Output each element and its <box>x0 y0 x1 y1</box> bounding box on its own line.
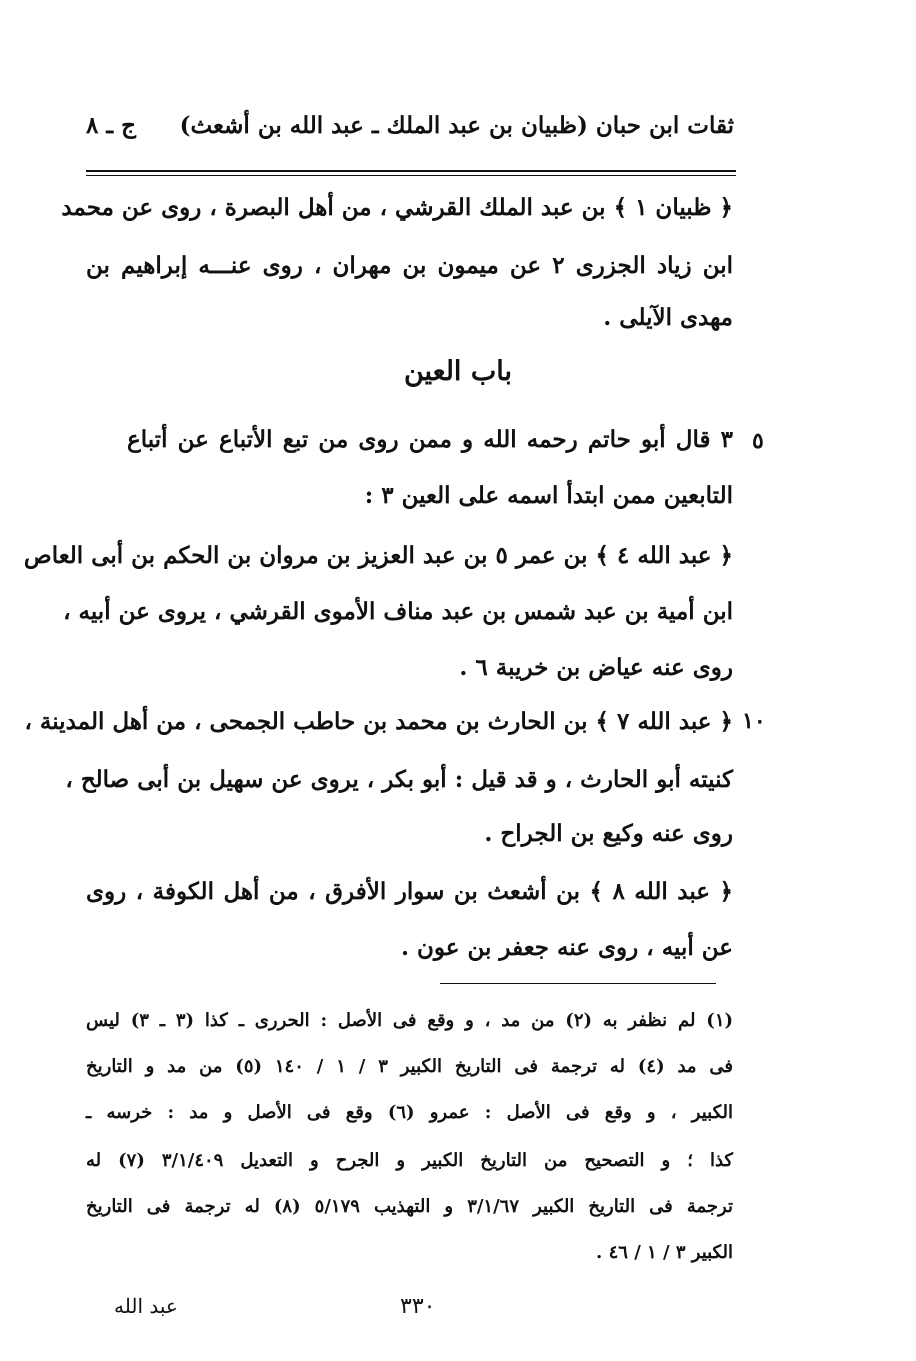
body-line: ابن زياد الجزرى ٢ عن ميمون بن مهران ، روى عنـــه إبراهيم بن <box>86 252 734 279</box>
footnote-line: فى مد (٤) له ترجمة فى التاريخ الكبير ٣ / ١ / ١٤٠ (٥) من مد و التاريخ <box>86 1056 734 1077</box>
body-line: مهدى الآيلى . <box>603 304 733 331</box>
page-number: ٣٣٠ <box>400 1294 436 1319</box>
body-line: عن أبيه ، روى عنه جعفر بن عون . <box>400 934 733 961</box>
body-line: التابعين ممن ابتدأ اسمه على العين ٣ : <box>364 482 733 509</box>
header-rule-thin <box>86 175 736 176</box>
body-line: ﴿ عبد الله ٨ ﴾ بن أشعث بن سوار الأفرق ، من أهل الكوفة ، روى <box>86 878 733 905</box>
running-header <box>86 112 734 156</box>
body-line: ﴿ عبد الله ٧ ﴾ بن الحارث بن محمد بن حاطب الجمحى ، من أهل المدينة ، <box>24 708 733 735</box>
section-heading: باب العين <box>403 356 512 387</box>
header-volume: ج ـ ٨ <box>86 112 136 139</box>
catchword: عبد الله <box>114 1294 178 1318</box>
footnote-line: (١) لم نظفر به (٢) من مد ، و وقع فى الأصل : الحررى ـ كذا (٣ ـ ٣) ليس <box>86 1010 734 1031</box>
body-line: ﴿ ظبيان ١ ﴾ بن عبد الملك القرشي ، من أهل البصرة ، روى عن محمد <box>61 194 733 221</box>
footnote-line: كذا ؛ و التصحيح من التاريخ الكبير و الجرح و التعديل ٣/١/٤٠٩ (٧) له <box>86 1150 733 1171</box>
header-rule <box>86 170 736 172</box>
body-line: روى عنه عياض بن خريبة ٦ . <box>459 654 733 681</box>
footnote-line: الكبير ٣ / ١ / ٤٦ . <box>596 1242 733 1263</box>
body-line: ﴿ عبد الله ٤ ﴾ بن عمر ٥ بن عبد العزيز بن مروان بن الحكم بن أبى العاص <box>23 542 733 569</box>
margin-line-number: ٥ <box>752 428 764 454</box>
body-line: كنيته أبو الحارث ، و قد قيل : أبو بكر ، يروى عن سهيل بن أبى صالح ، <box>65 766 733 793</box>
body-line: ابن أمية بن عبد شمس بن عبد مناف الأموى القرشي ، يروى عن أبيه ، <box>63 598 733 625</box>
body-line: ٣ قال أبو حاتم رحمه الله و ممن روى من تبع الأتباع عن أتباع <box>127 426 733 453</box>
footnote-rule <box>440 983 716 984</box>
margin-line-number: ١٠ <box>742 708 766 734</box>
header-title: ثقات ابن حبان (ظبيان بن عبد الملك ـ عبد الله بن أشعث) <box>179 112 734 139</box>
body-line: روى عنه وكيع بن الجراح . <box>484 820 733 847</box>
footnote-line: ترجمة فى التاريخ الكبير ٣/١/٦٧ و التهذيب ٥/١٧٩ (٨) له ترجمة فى التاريخ <box>86 1196 733 1217</box>
footnote-line: الكبير ، و وقع فى الأصل : عمرو (٦) وقع فى الأصل و مد : خرسه ـ <box>86 1102 733 1123</box>
